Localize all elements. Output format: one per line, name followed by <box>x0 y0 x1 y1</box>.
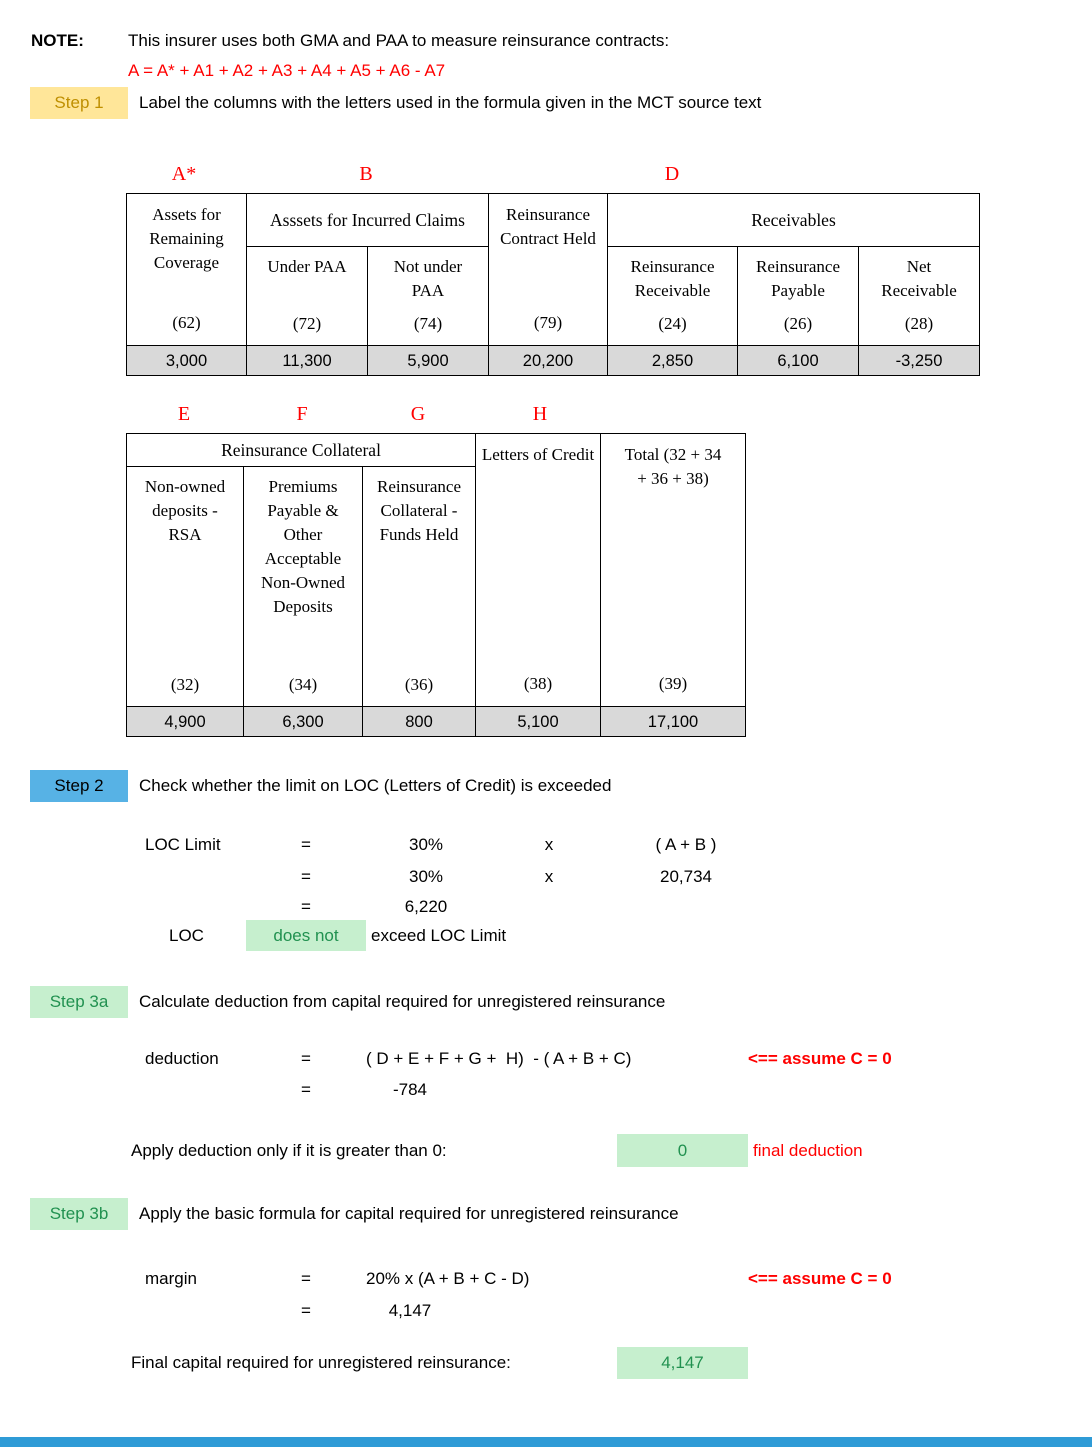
t1-value-74[interactable]: 5,900 <box>368 346 489 376</box>
loc-operand: ( A + B ) <box>655 835 717 854</box>
loc-limit-value: 6,220 <box>404 897 448 916</box>
step3b-banner <box>30 1198 128 1230</box>
step3a-banner <box>30 986 128 1018</box>
t2-code-39: (39) <box>658 673 688 693</box>
t2-code-36: (36) <box>404 674 434 694</box>
t2-col-premiums-payable <box>244 467 363 707</box>
t1-group-receivables: Receivables <box>608 194 980 247</box>
t2-value-34[interactable]: 6,300 <box>244 707 363 737</box>
t1-code-74: (74) <box>413 313 443 333</box>
margin-label: margin <box>145 1269 197 1288</box>
t2-value-32[interactable]: 4,900 <box>127 707 244 737</box>
t1-header-reinsurance-receivable: Reinsurance Receivable <box>630 256 715 300</box>
final-capital-text: Final capital required for unregistered reinsurance: <box>131 1353 511 1372</box>
loc-suffix: exceed LOC Limit <box>371 926 507 945</box>
t1-col-net-receivable <box>859 247 980 346</box>
final-deduction-caption: final deduction <box>753 1141 863 1160</box>
final-capital-value: 4,147 <box>661 1353 704 1372</box>
apply-deduction-row <box>0 1134 1092 1167</box>
loc-limit-row-1 <box>0 833 1092 857</box>
step2-banner <box>30 770 128 802</box>
loc-status: does not <box>273 926 339 945</box>
t1-header-contract-held: Reinsurance Contract Held <box>500 204 596 248</box>
column-letter-b: B <box>359 163 373 185</box>
deduction-result-row <box>0 1078 1092 1102</box>
times-sign: x <box>544 867 554 886</box>
equals-sign: = <box>301 1080 311 1099</box>
t2-col-total <box>601 434 746 707</box>
deduction-result: -784 <box>392 1080 428 1099</box>
t2-value-36[interactable]: 800 <box>363 707 476 737</box>
deduction-formula-row <box>0 1047 1092 1071</box>
margin-result: 4,147 <box>388 1301 432 1320</box>
t1-value-62[interactable]: 3,000 <box>127 346 247 376</box>
t2-group-reinsurance-collateral: Reinsurance Collateral <box>127 434 476 467</box>
step1-banner <box>30 87 128 119</box>
apply-deduction-text: Apply deduction only if it is greater than 0: <box>131 1141 447 1160</box>
deduction-formula: ( D + E + F + G + H) - ( A + B + C) <box>366 1049 632 1068</box>
step2-label: Step 2 <box>54 776 104 795</box>
loc-base-value: 20,734 <box>660 867 712 886</box>
step3b-label: Step 3b <box>49 1204 109 1223</box>
equals-sign: = <box>301 1049 311 1068</box>
t1-col-contract-held <box>489 194 608 346</box>
step1-description: Label the columns with the letters used in the formula given in the MCT source text <box>139 93 762 112</box>
equals-sign: = <box>301 867 311 886</box>
t1-header-remaining-coverage: Assets for Remaining Coverage <box>149 204 224 272</box>
loc-limit-row-2 <box>0 865 1092 889</box>
column-letter-d: D <box>664 163 680 185</box>
deduction-assumption-note: <== assume C = 0 <box>748 1049 892 1068</box>
column-letter-f: F <box>296 403 308 425</box>
t1-value-72[interactable]: 11,300 <box>247 346 368 376</box>
loc-rate: 30% <box>408 867 444 886</box>
t2-value-38[interactable]: 5,100 <box>476 707 601 737</box>
t2-header-funds-held: Reinsurance Collateral - Funds Held <box>376 476 462 544</box>
deduction-label: deduction <box>145 1049 219 1068</box>
loc-result-row <box>0 920 1092 951</box>
t1-group-incurred-claims: Asssets for Incurred Claims <box>247 194 489 247</box>
t2-header-letters-of-credit: Letters of Credit <box>481 444 595 464</box>
t1-code-24: (24) <box>658 313 687 333</box>
t1-code-79: (79) <box>533 312 563 332</box>
equals-sign: = <box>301 897 311 916</box>
step3a-label: Step 3a <box>49 992 109 1011</box>
t1-header-net-receivable: Net Receivable <box>881 256 957 300</box>
step3b-description: Apply the basic formula for capital required for unregistered reinsurance <box>139 1204 679 1223</box>
bottom-accent-bar <box>0 1437 1092 1447</box>
loc-status-cell[interactable] <box>246 920 366 951</box>
t2-header-premiums-payable: Premiums Payable & Other Acceptable Non-Owned Deposits <box>260 476 346 616</box>
equals-sign: = <box>301 1301 311 1320</box>
t2-value-39[interactable]: 17,100 <box>601 707 746 737</box>
equals-sign: = <box>301 1269 311 1288</box>
column-letter-h: H <box>532 403 548 425</box>
loc-subject: LOC <box>169 926 204 945</box>
t2-code-32: (32) <box>170 674 200 694</box>
note-text: This insurer uses both GMA and PAA to measure reinsurance contracts: <box>128 31 670 50</box>
reinsurance-collateral-table <box>126 433 746 737</box>
times-sign: x <box>544 835 554 854</box>
step1-label: Step 1 <box>54 93 104 112</box>
margin-formula-row <box>0 1267 1092 1291</box>
equals-sign: = <box>301 835 311 854</box>
final-deduction-value: 0 <box>677 1141 688 1160</box>
final-deduction-cell[interactable] <box>617 1134 748 1167</box>
t1-value-28[interactable]: -3,250 <box>859 346 980 376</box>
t1-code-62: (62) <box>172 312 201 332</box>
column-letter-a-star: A* <box>171 163 197 185</box>
t1-col-not-under-paa <box>368 247 489 346</box>
column-letter-g: G <box>410 403 426 425</box>
t1-col-remaining-coverage <box>127 194 247 346</box>
t1-value-26[interactable]: 6,100 <box>738 346 859 376</box>
mct-formula: A = A* + A1 + A2 + A3 + A4 + A5 + A6 - A7 <box>128 61 446 80</box>
t2-col-funds-held <box>363 467 476 707</box>
margin-formula: 20% x (A + B + C - D) <box>366 1269 530 1288</box>
t1-header-under-paa: Under PAA <box>267 256 347 276</box>
final-capital-cell[interactable] <box>617 1347 748 1379</box>
loc-rate: 30% <box>408 835 444 854</box>
t2-col-letters-of-credit <box>476 434 601 707</box>
margin-assumption-note: <== assume C = 0 <box>748 1269 892 1288</box>
t1-col-reinsurance-payable <box>738 247 859 346</box>
step3a-description: Calculate deduction from capital required for unregistered reinsurance <box>139 992 666 1011</box>
note-label: NOTE: <box>31 31 84 50</box>
t2-code-34: (34) <box>288 674 318 694</box>
t2-header-total: Total (32 + 34 + 36 + 38) <box>624 444 722 488</box>
reinsurance-assets-table <box>126 193 980 376</box>
t1-code-26: (26) <box>783 313 813 333</box>
step2-description: Check whether the limit on LOC (Letters of Credit) is exceeded <box>139 776 612 795</box>
loc-limit-label: LOC Limit <box>145 835 221 854</box>
margin-result-row <box>0 1299 1092 1323</box>
column-letter-e: E <box>177 403 191 425</box>
t2-col-non-owned-deposits <box>127 467 244 707</box>
t2-header-non-owned-deposits: Non-owned deposits - RSA <box>144 476 226 544</box>
t1-header-reinsurance-payable: Reinsurance Payable <box>755 256 841 300</box>
t1-value-24[interactable]: 2,850 <box>608 346 738 376</box>
t1-code-28: (28) <box>904 313 934 333</box>
t1-col-under-paa <box>247 247 368 346</box>
t1-col-reinsurance-receivable <box>608 247 738 346</box>
final-capital-row <box>0 1347 1092 1379</box>
loc-limit-row-3 <box>0 895 1092 919</box>
t1-code-72: (72) <box>292 313 322 333</box>
t1-value-79[interactable]: 20,200 <box>489 346 608 376</box>
t2-code-38: (38) <box>523 673 553 693</box>
t1-header-not-under-paa: Not under PAA <box>393 256 463 300</box>
